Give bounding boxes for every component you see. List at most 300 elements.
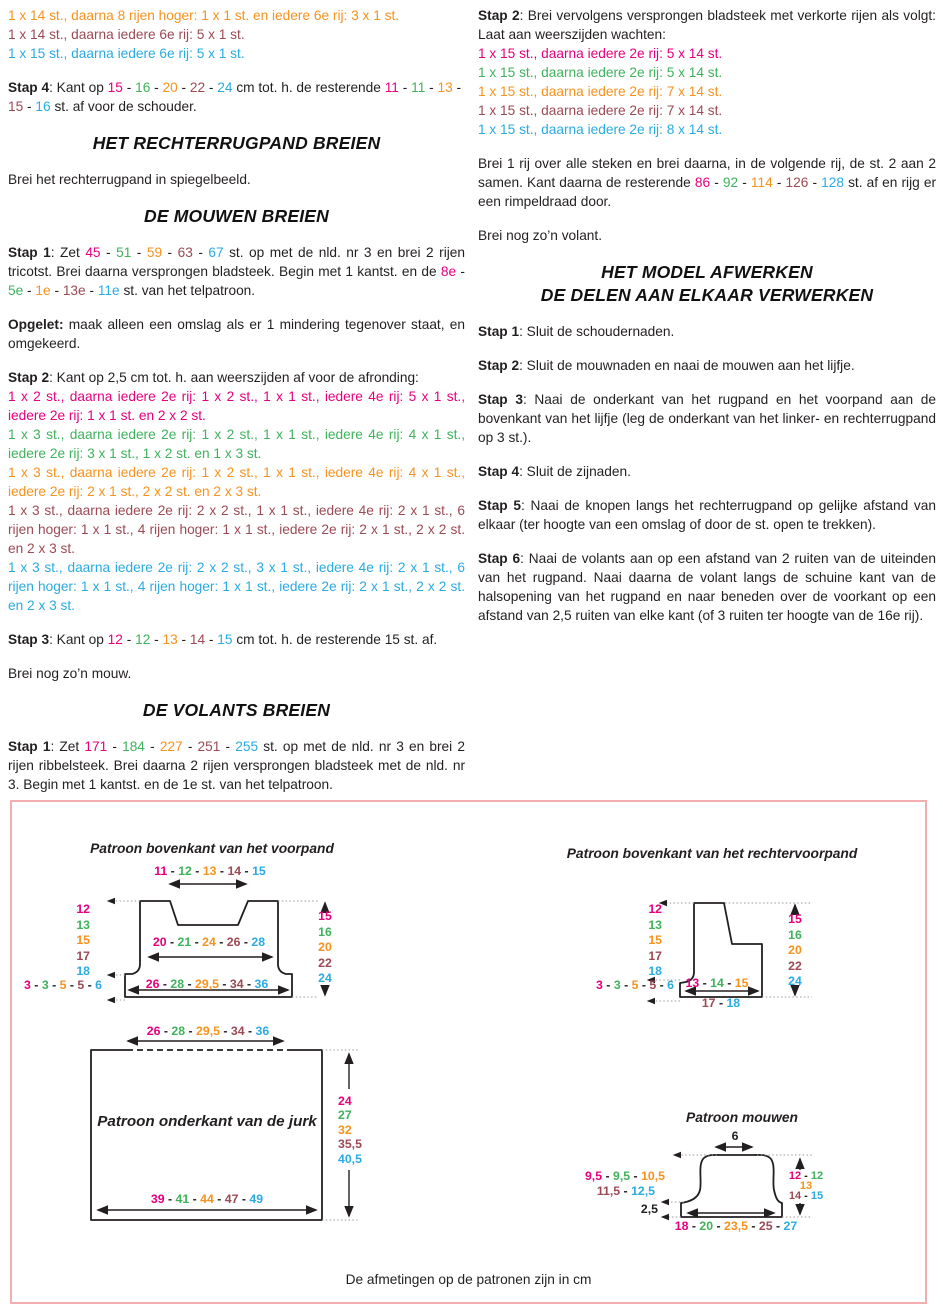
size-value: 13 <box>76 917 90 932</box>
sleeves-left-line2-label <box>547 1184 655 1198</box>
right-front-top-base-inner-label <box>676 976 758 990</box>
text-run: 24 <box>217 80 233 95</box>
size-value: 18 <box>674 1219 689 1233</box>
size-value: 20 <box>699 1219 714 1233</box>
size-value: 22 <box>318 955 332 970</box>
separator: - <box>699 976 711 990</box>
skirt-top-width-label <box>126 1024 290 1038</box>
text-run: - <box>23 99 36 114</box>
separator: - <box>240 935 252 949</box>
size-value: 13 <box>685 976 700 990</box>
stap2-size-line-orange <box>8 463 465 501</box>
front-top-left-heights <box>40 902 90 980</box>
front-top-title: Patroon bovenkant van het voorpand <box>90 841 334 856</box>
sleeves-left-small-label: 2,5 <box>640 1202 658 1216</box>
size-value: 3 <box>24 978 31 992</box>
text-run: Stap 1 <box>8 739 51 754</box>
skirt-right-heights <box>338 1094 384 1166</box>
size-value: 16 <box>318 924 332 939</box>
front-top-right-heights <box>307 909 343 987</box>
text-run: 16 <box>135 80 151 95</box>
text-run: 63 <box>177 245 193 260</box>
size-value: 27 <box>783 1219 798 1233</box>
afwerken-stap5-paragraph <box>478 496 936 534</box>
text-run: - <box>23 283 36 298</box>
text-run: : Kant op <box>49 80 108 95</box>
section-heading-afwerken <box>478 261 936 307</box>
size-value: 22 <box>788 958 802 973</box>
sleeves-title: Patroon mouwen <box>686 1110 798 1125</box>
size-value: 24 <box>788 974 802 988</box>
text-run: 12 <box>135 632 151 647</box>
size-value: 6 <box>95 978 102 992</box>
text-run: Stap 6 <box>478 551 521 566</box>
text-run: Stap 4 <box>8 80 50 95</box>
text-run: st. van het telpatroon. <box>119 283 256 298</box>
size-value: 18 <box>76 964 90 978</box>
size-value: 24 <box>202 935 216 949</box>
size-value: 15 <box>318 909 332 923</box>
text-run: Stap 3 <box>8 632 50 647</box>
volants-stap2-block <box>478 6 936 139</box>
stap2-size-line-pink <box>8 387 465 425</box>
pattern-diagrams-box <box>10 800 927 1304</box>
separator: - <box>159 977 171 991</box>
right-front-top-base-lower-label <box>688 996 754 1010</box>
text-run: Stap 5 <box>478 498 522 513</box>
separator: - <box>167 864 179 878</box>
text-run: 22 <box>189 80 206 95</box>
separator: - <box>84 978 96 992</box>
text-run: maak alleen een omslag als er 1 mindering tegenover staat, en omgekeerd. <box>8 317 465 351</box>
separator: - <box>30 978 42 992</box>
text-run: st. op met de nld. nr 3 en brei 2 rijen tricotst. Brei daarna versprongen bladsteek. Begin met 1 kantst. en de <box>8 245 466 279</box>
text-run: - <box>738 175 751 190</box>
text-run: 67 <box>208 245 224 260</box>
size-value: 12 <box>810 1170 824 1182</box>
size-value: 23,5 <box>724 1219 748 1233</box>
sleeves-top-width-label: 6 <box>731 1129 739 1143</box>
text-run: - <box>177 632 190 647</box>
size-value: 47 <box>224 1192 239 1206</box>
text-run: 13 <box>437 80 453 95</box>
size-value: 49 <box>249 1192 264 1206</box>
text-run: 45 <box>85 245 101 260</box>
separator: - <box>723 976 735 990</box>
size-value: 17 <box>701 996 716 1010</box>
size-value: 15 <box>648 933 662 947</box>
size-value: 3 <box>41 978 49 992</box>
text-run: 227 <box>159 739 183 754</box>
text-run: - <box>220 739 236 754</box>
text-run: 8e <box>440 264 457 279</box>
text-run: 11e <box>97 283 120 298</box>
separator: - <box>772 1219 784 1233</box>
text-run: - <box>100 245 117 260</box>
left-column <box>8 6 465 794</box>
stap2-size-line-maroon <box>478 101 936 120</box>
size-value: 12,5 <box>631 1184 655 1198</box>
text-run: - <box>131 245 147 260</box>
separator: - <box>243 977 255 991</box>
size-value: 25 <box>758 1219 773 1233</box>
afwerken-stap1-paragraph <box>478 322 936 341</box>
text-run: 1 x 14 st., daarna iedere 6e rij: 5 x 1 st. <box>8 27 245 42</box>
size-value: 35,5 <box>338 1137 362 1152</box>
samenbreien-paragraph <box>478 154 936 211</box>
front-top-neck-width-label <box>150 864 270 878</box>
size-value: 36 <box>254 977 269 991</box>
text-run: : Sluit de schoudernaden. <box>519 324 675 339</box>
text-run: 1 x 3 st., daarna iedere 2e rij: 1 x 2 st., 1 x 1 st., iedere 4e rij: 4 x 1 st., iedere 2e rij: 3 x 1 st., 1 x 2 st. en 1 x 3 st. <box>8 427 465 461</box>
afwerken-stap4-paragraph <box>478 462 936 481</box>
separator: - <box>164 1192 176 1206</box>
separator: - <box>216 864 228 878</box>
size-value: 15 <box>810 1190 824 1202</box>
size-value: 11,5 <box>596 1184 621 1198</box>
text-run: - <box>182 739 198 754</box>
separator: - <box>620 978 632 992</box>
size-value: 28 <box>171 1024 186 1038</box>
separator: - <box>602 978 614 992</box>
skirt-bottom-width-label <box>125 1192 289 1206</box>
stap2-size-line-cyan <box>478 120 936 139</box>
separator: - <box>602 1169 614 1183</box>
diagram-caption: De afmetingen op de patronen zijn in cm <box>345 1272 592 1287</box>
nog-mouw-paragraph <box>8 664 465 683</box>
text-run: st. op met de nld. nr 3 en brei 2 rijen ribbelsteek. Brei daarna 2 rijen versprongen bladsteek met de nld. nr 3. Begin met 1 kantst. en de 1e st. van het telpatroon. <box>8 739 465 792</box>
text-run: - <box>710 175 723 190</box>
text-run: - <box>150 80 163 95</box>
size-value: 14 <box>710 976 724 990</box>
text-run: - <box>772 175 786 190</box>
size-value: 9,5 <box>584 1169 603 1183</box>
separator: - <box>688 1219 700 1233</box>
size-value: 29,5 <box>196 1024 220 1038</box>
size-line-orange <box>8 6 465 25</box>
text-run: - <box>122 80 136 95</box>
separator: - <box>160 1024 172 1038</box>
text-run: 12 <box>107 632 123 647</box>
size-value: 17 <box>648 948 662 963</box>
right-front-top-right-heights <box>777 912 813 990</box>
size-value: 34 <box>229 977 244 991</box>
right-column <box>478 6 936 625</box>
size-line-cyan <box>8 44 465 63</box>
mouwen-stap3-paragraph <box>8 630 465 649</box>
text-run: 1 x 15 st., daarna iedere 2e rij: 7 x 14 st. <box>478 103 723 118</box>
text-run: Brei nog zo’n volant. <box>478 228 603 243</box>
text-run: 86 <box>694 175 711 190</box>
text-run: Brei het rechterrugpand in spiegelbeeld. <box>8 172 251 187</box>
size-value: 13 <box>202 864 217 878</box>
size-value: 15 <box>788 912 802 926</box>
stap2-size-line-green <box>8 425 465 463</box>
text-run: : Zet <box>50 245 86 260</box>
size-value: 40,5 <box>338 1151 362 1166</box>
text-run: - <box>452 80 462 95</box>
carryover-size-lines <box>8 6 465 63</box>
opgelet-paragraph <box>8 315 465 353</box>
stap2-intro-line <box>478 6 936 44</box>
size-line-maroon <box>8 25 465 44</box>
separator: - <box>801 1170 811 1182</box>
text-run: 1 x 14 st., daarna 8 rijen hoger: 1 x 1 st. en iedere 6e rij: 3 x 1 st. <box>8 8 400 23</box>
size-value: 39 <box>150 1192 165 1206</box>
front-top-base-width-label <box>125 977 289 991</box>
stap2-size-line-pink <box>478 44 936 63</box>
separator: - <box>241 864 253 878</box>
text-run: - <box>808 175 822 190</box>
text-run: - <box>150 632 163 647</box>
text-run: - <box>50 283 63 298</box>
text-run: 5e <box>8 283 24 298</box>
text-run: 251 <box>197 739 221 754</box>
separator: - <box>48 978 60 992</box>
text-run: 1 x 3 st., daarna iedere 2e rij: 2 x 2 st., 3 x 1 st., iedere 4e rij: 2 x 1 st., 6 rijen hoger: 1 x 1 st., 4 rijen hoger: 1 x 1 st., iedere 2e rij: 2 x 1 st., 2 x 2 st. en 2 x 3 st. <box>8 560 465 613</box>
separator: - <box>656 978 668 992</box>
separator: - <box>215 935 227 949</box>
text-run: : Kant op 2,5 cm tot. h. aan weerszijden af voor de afronding: <box>49 370 419 385</box>
front-top-mid-width-label <box>144 935 274 949</box>
text-run: 14 <box>189 632 206 647</box>
text-run: 92 <box>722 175 739 190</box>
text-run: - <box>144 739 160 754</box>
text-run: - <box>205 80 218 95</box>
text-run: 1e <box>35 283 51 298</box>
stap2-size-line-green <box>478 63 936 82</box>
size-value: 26 <box>146 1024 161 1038</box>
text-run: : Naai de knopen langs het rechterrugpand op gelijke afstand van elkaar (ter hoogte van een omslag of door de st. open te trekken). <box>478 498 936 532</box>
separator: - <box>801 1190 811 1202</box>
size-value: 32 <box>338 1122 352 1137</box>
size-value: 14 <box>788 1190 802 1202</box>
text-run: : Sluit de mouwnaden en naai de mouwen aan het lijfje. <box>519 358 855 373</box>
text-run: 11 <box>384 80 399 95</box>
separator: - <box>66 978 78 992</box>
text-run: Brei nog zo’n mouw. <box>8 666 132 681</box>
text-run: Stap 4 <box>478 464 520 479</box>
stap2-intro-line <box>8 368 465 387</box>
size-value: 11 <box>154 864 168 878</box>
text-run: : Zet <box>50 739 85 754</box>
nog-volant-paragraph <box>478 226 936 245</box>
separator: - <box>713 1219 725 1233</box>
text-run: 114 <box>750 175 773 190</box>
stap2-size-line-orange <box>478 82 936 101</box>
text-run: 1 x 2 st., daarna iedere 2e rij: 1 x 2 st., 1 x 1 st., iedere 4e rij: 5 x 1 st., iedere 2e rij: 1 x 1 st. en 2 x 2 st. <box>8 389 465 423</box>
text-run: Stap 1 <box>8 245 51 260</box>
size-value: 15 <box>76 933 90 947</box>
text-run: cm tot. h. de resterende 15 st. af. <box>232 632 438 647</box>
text-run: Stap 2 <box>478 8 520 23</box>
size-value: 13 <box>648 917 662 932</box>
text-run: - <box>162 245 178 260</box>
right-front-top-title: Patroon bovenkant van het rechtervoorpand <box>566 846 858 861</box>
text-run: 13 <box>162 632 178 647</box>
size-value: 9,5 <box>613 1169 631 1183</box>
text-run: Stap 3 <box>478 392 523 407</box>
text-run: : Naai de volants aan op een afstand van 2 ruiten van de uiteinden van het rugpand. Naai daarna de volant langs de schuine kant van de halsopening van het rugpand en naar beneden over de voorkant op een afstand van 2,5 ruiten van elke kant (of 3 ruiten ter hoogte van de 16e rij). <box>478 551 936 623</box>
size-value: 21 <box>177 935 192 949</box>
heading-line-1: HET MODEL AFWERKEN <box>601 262 813 282</box>
size-value: 36 <box>255 1024 270 1038</box>
separator: - <box>244 1024 256 1038</box>
text-run: cm tot. h. de resterende <box>232 80 385 95</box>
size-value: 28 <box>251 935 266 949</box>
spiegelbeeld-paragraph <box>8 170 465 189</box>
size-value: 12 <box>178 864 192 878</box>
size-value: 12 <box>788 1170 802 1182</box>
text-run: 15 <box>217 632 233 647</box>
text-run: 126 <box>785 175 809 190</box>
section-heading-volants: DE VOLANTS BREIEN <box>142 700 331 720</box>
text-run: 1 x 3 st., daarna iedere 2e rij: 2 x 2 st., 1 x 1 st., iedere 4e rij: 2 x 1 st., 6 rijen hoger: 1 x 1 st., 4 rijen hoger: 1 x 1 st., iedere 2e rij: 2 x 1 st., 2 x 2 st. en 2 x 3 st. <box>8 503 465 556</box>
text-run: Stap 2 <box>478 358 520 373</box>
size-value: 5 <box>649 978 657 992</box>
size-value: 34 <box>230 1024 245 1038</box>
size-value: 12 <box>648 902 662 916</box>
size-value: 16 <box>788 927 802 942</box>
separator: - <box>219 1024 231 1038</box>
stap2-size-line-cyan <box>8 558 465 615</box>
skirt-title: Patroon onderkant van de jurk <box>97 1113 317 1130</box>
text-run: 15 <box>8 99 24 114</box>
size-value: 5 <box>631 978 639 992</box>
size-value: 44 <box>200 1192 214 1206</box>
text-run: : Kant op <box>49 632 108 647</box>
size-value: 6 <box>667 978 674 992</box>
stap2-size-line-maroon <box>8 501 465 558</box>
text-run: - <box>425 80 438 95</box>
size-value: 24 <box>318 971 332 985</box>
separator: - <box>189 1192 201 1206</box>
size-value: 15 <box>252 864 266 878</box>
text-run: : Brei vervolgens versprongen bladsteek met verkorte rijen als volgt: Laat aan weerszijden wachten: <box>478 8 936 42</box>
text-run: st. af voor de schouder. <box>50 99 197 114</box>
text-run: - <box>122 632 136 647</box>
volants-stap1-paragraph <box>8 737 465 794</box>
text-run: - <box>398 80 412 95</box>
heading-line-2: DE DELEN AAN ELKAAR VERWERKEN <box>540 285 874 305</box>
text-run: 16 <box>35 99 51 114</box>
text-run: 1 x 15 st., daarna iedere 2e rij: 5 x 14 st. <box>478 46 723 61</box>
text-run: 1 x 15 st., daarna iedere 2e rij: 5 x 14 st. <box>478 65 723 80</box>
mouwen-stap1-paragraph <box>8 243 465 300</box>
stap4-schouder-paragraph <box>8 78 465 116</box>
right-front-top-left-heights <box>618 902 662 980</box>
size-value: 5 <box>77 978 85 992</box>
separator: - <box>191 935 203 949</box>
text-run: 1 x 3 st., daarna iedere 2e rij: 1 x 2 st., 1 x 1 st., iedere 4e rij: 4 x 1 st., iedere 2e rij: 2 x 1 st., 2 x 2 st. en 2 x 3 st. <box>8 465 465 499</box>
text-run: - <box>177 80 190 95</box>
size-value: 26 <box>145 977 160 991</box>
sleeves-right-line3-label <box>782 1191 830 1201</box>
text-run: Stap 2 <box>8 370 50 385</box>
text-run: st. af en rijg er een rimpeldraad door. <box>478 175 937 209</box>
mouwen-stap2-block <box>8 368 465 615</box>
sleeves-bottom-width-label <box>650 1219 822 1233</box>
separator: - <box>185 1024 197 1038</box>
text-run: 1 x 15 st., daarna iedere 2e rij: 7 x 14 st. <box>478 84 723 99</box>
text-run: 59 <box>146 245 163 260</box>
separator: - <box>213 1192 225 1206</box>
size-value: 27 <box>338 1108 352 1123</box>
text-run: : Sluit de zijnaden. <box>519 464 631 479</box>
separator: - <box>630 1169 642 1183</box>
separator: - <box>747 1219 759 1233</box>
size-value: 29,5 <box>195 977 219 991</box>
size-value: 20 <box>152 935 167 949</box>
separator: - <box>218 977 230 991</box>
text-run: 171 <box>84 739 108 754</box>
size-value: 24 <box>338 1094 352 1108</box>
size-value: 13 <box>799 1180 813 1192</box>
section-heading-mouwen: DE MOUWEN BREIEN <box>143 206 329 226</box>
sleeves-left-line1-label <box>547 1169 665 1183</box>
size-value: 26 <box>226 935 241 949</box>
separator: - <box>715 996 727 1010</box>
text-run: - <box>85 283 98 298</box>
size-value: 41 <box>175 1192 190 1206</box>
text-run: 20 <box>162 80 178 95</box>
size-value: 28 <box>170 977 185 991</box>
front-top-flange-height-label <box>12 978 102 992</box>
size-value: 3 <box>613 978 621 992</box>
text-run: 15 <box>107 80 123 95</box>
text-run: 11 <box>411 80 426 95</box>
afwerken-stap6-paragraph <box>478 549 936 625</box>
text-run: 13e <box>62 283 86 298</box>
separator: - <box>166 935 178 949</box>
text-run: 1 x 15 st., daarna iedere 2e rij: 8 x 14 st. <box>478 122 723 137</box>
text-run: 128 <box>821 175 844 190</box>
separator: - <box>191 864 203 878</box>
text-run: Stap 1 <box>478 324 520 339</box>
size-value: 3 <box>596 978 603 992</box>
text-run: - <box>205 632 218 647</box>
size-value: 20 <box>318 940 332 954</box>
text-run: : Naai de onderkant van het rugpand en het voorpand aan de bovenkant van het lijfje (leg de onderkant van het linker- en rechterrugpand op 3 st.). <box>478 392 936 445</box>
text-run: Opgelet: <box>8 317 64 332</box>
afwerken-stap3-paragraph <box>478 390 936 447</box>
right-front-top-flange-height-label <box>584 978 674 992</box>
size-value: 5 <box>59 978 67 992</box>
text-run: 51 <box>116 245 132 260</box>
size-value: 14 <box>227 864 242 878</box>
text-run: 1 x 15 st., daarna iedere 6e rij: 5 x 1 st. <box>8 46 245 61</box>
text-run: 184 <box>122 739 145 754</box>
afwerken-stap2-paragraph <box>478 356 936 375</box>
size-value: 17 <box>76 948 90 963</box>
text-run: 255 <box>235 739 259 754</box>
text-run: - <box>456 264 465 279</box>
size-value: 20 <box>788 943 802 957</box>
size-value: 10,5 <box>641 1169 665 1183</box>
separator: - <box>620 1184 632 1198</box>
separator: - <box>238 1192 250 1206</box>
size-value: 18 <box>726 996 741 1010</box>
text-run: - <box>107 739 123 754</box>
separator: - <box>184 977 196 991</box>
size-value: 12 <box>76 902 90 916</box>
size-value: 18 <box>648 964 662 978</box>
text-run: Brei 1 rij over alle steken en brei daarna, in de volgende rij, de st. 2 aan 2 samen. Kant daarna de resterende <box>478 156 936 190</box>
section-heading-rechterrugpand: HET RECHTERRUGPAND BREIEN <box>92 133 381 153</box>
size-value: 15 <box>734 976 749 990</box>
text-run: - <box>192 245 209 260</box>
separator: - <box>638 978 650 992</box>
